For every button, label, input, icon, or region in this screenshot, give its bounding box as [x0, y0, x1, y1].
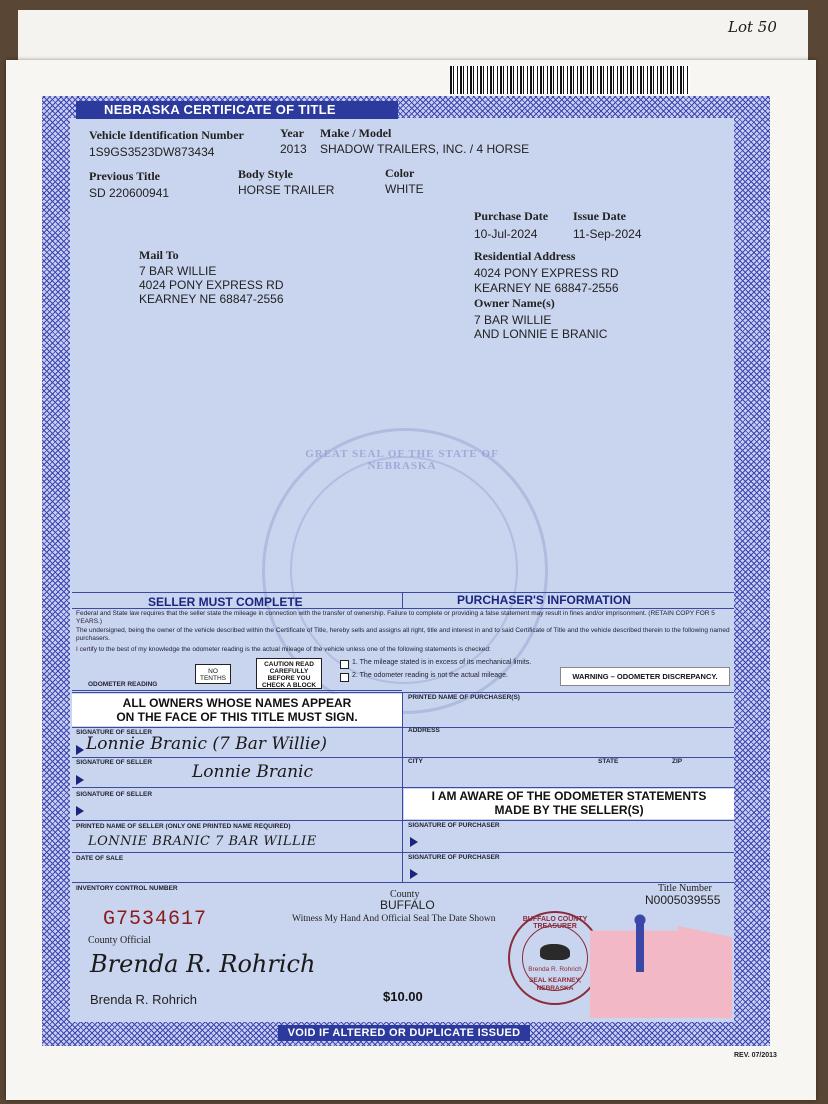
state-seal-text: GREAT SEAL OF THE STATE OF NEBRASKA — [305, 448, 499, 472]
make-model-value: SHADOW TRAILERS, INC. / 4 HORSE — [320, 142, 530, 156]
purchaser-signature-2-arrow — [410, 869, 418, 879]
make-model-label: Make / Model — [320, 126, 392, 140]
nebraska-map-watermark — [590, 926, 732, 1018]
certificate-title-bar: NEBRASKA CERTIFICATE OF TITLE — [76, 101, 398, 119]
previous-title-value: SD 220600941 — [89, 186, 170, 200]
title-number-value: N0005039555 — [645, 893, 721, 907]
purchase-date-label: Purchase Date — [474, 209, 549, 223]
no-tenths-text: NO TENTHS — [200, 668, 226, 682]
purchaser-signature-1-arrow — [410, 837, 418, 847]
seller-signature-2-arrow — [76, 775, 84, 785]
official-name: Brenda R. Rohrich — [90, 992, 197, 1007]
sower-figure-icon — [628, 914, 652, 1010]
owners-line2: AND LONNIE E BRANIC — [474, 327, 608, 341]
year-label: Year — [280, 126, 304, 140]
no-tenths-box — [195, 664, 231, 684]
residential-line1: 4024 PONY EXPRESS RD — [474, 266, 619, 280]
issue-date-value: 11-Sep-2024 — [573, 227, 642, 241]
inventory-label: INVENTORY CONTROL NUMBER — [76, 885, 178, 892]
purchaser-address-label: ADDRESS — [408, 727, 440, 734]
vin-value: 1S9GS3523DW873434 — [89, 145, 215, 159]
revision-label: REV. 07/2013 — [734, 1052, 777, 1059]
purchaser-printed-name-label: PRINTED NAME OF PURCHASER(S) — [408, 694, 520, 701]
void-notice: VOID IF ALTERED OR DUPLICATE ISSUED — [278, 1025, 530, 1041]
official-signature: Brenda R. Rohrich — [90, 950, 316, 978]
seller-signature-3-arrow — [76, 806, 84, 816]
residential-line2: KEARNEY NE 68847-2556 — [474, 281, 619, 295]
seller-signature-1-arrow — [76, 745, 84, 755]
county-value: BUFFALO — [380, 898, 435, 912]
statement-2-text: 2. The odometer reading is not the actual mileage. — [352, 672, 508, 679]
witness-text: Witness My Hand And Official Seal The Date Shown — [292, 914, 496, 924]
county-label: County — [390, 889, 420, 900]
seller-legal-2: The undersigned, being the owner of the vehicle described within the Certificate of Title, hereby sells and assigns all right, title and interest in and to said Certificate of Title and the vehicle described therein to the following named purchasers. — [76, 627, 730, 642]
inventory-value: G7534617 — [103, 908, 208, 931]
seller-signature-1-label: SIGNATURE OF SELLER — [76, 729, 153, 736]
purchaser-city-label: CITY — [408, 758, 423, 765]
treasurer-seal-ring-text: BUFFALO COUNTY TREASURER — [522, 916, 588, 930]
treasurer-seal-bottom-text: SEAL KEARNEY, NEBRASKA — [529, 977, 581, 992]
buffalo-icon — [540, 944, 570, 960]
aware-line1: I AM AWARE OF THE ODOMETER STATEMENTS — [431, 789, 707, 803]
title-number-label: Title Number — [658, 883, 712, 894]
purchaser-signature-2-label: SIGNATURE OF PURCHASER — [408, 854, 500, 861]
mail-to-line2: 4024 PONY EXPRESS RD — [139, 278, 284, 292]
color-label: Color — [385, 166, 415, 180]
county-official-label: County Official — [88, 935, 151, 946]
mail-to-line3: KEARNEY NE 68847-2556 — [139, 292, 284, 306]
statement-2-checkbox[interactable] — [340, 673, 349, 682]
purchaser-state-label: STATE — [598, 758, 619, 765]
purchaser-heading: PURCHASER'S INFORMATION — [457, 593, 631, 607]
purchaser-signature-1-label: SIGNATURE OF PURCHASER — [408, 822, 500, 829]
seller-signature-2[interactable]: Lonnie Branic — [192, 762, 313, 782]
seller-signature-2-label: SIGNATURE OF SELLER — [76, 759, 153, 766]
statement-1-checkbox[interactable] — [340, 660, 349, 669]
all-owners-line1: ALL OWNERS WHOSE NAMES APPEAR — [122, 696, 352, 710]
seller-printed-name-value[interactable]: LONNIE BRANIC 7 BAR WILLIE — [88, 834, 317, 849]
caution-box — [256, 658, 322, 689]
vin-label: Vehicle Identification Number — [89, 128, 244, 142]
caution-text: CAUTION READ CAREFULLY BEFORE YOU CHECK A BLOCK — [261, 661, 317, 689]
date-of-sale-label: DATE OF SALE — [76, 855, 124, 862]
seller-legal-1: Federal and State law requires that the seller state the mileage in connection with the transfer of ownership. Failure to complete or providing a false statement may result in fines and/or imprisonment. (RETAIN COPY FOR 5 YEARS.) — [76, 610, 715, 625]
residential-label: Residential Address — [474, 249, 576, 263]
seller-printed-name-label: PRINTED NAME OF SELLER (ONLY ONE PRINTED NAME REQUIRED) — [76, 823, 291, 830]
odometer-label: ODOMETER READING — [88, 681, 158, 688]
year-value: 2013 — [280, 142, 307, 156]
aware-line2: MADE BY THE SELLER(S) — [494, 803, 644, 817]
purchase-date-value: 10-Jul-2024 — [474, 227, 538, 241]
warning-text: WARNING – ODOMETER DISCREPANCY. — [572, 672, 718, 681]
all-owners-line2: ON THE FACE OF THIS TITLE MUST SIGN. — [116, 710, 358, 724]
treasurer-seal-center-text: Brenda R. Rohrich — [528, 966, 582, 973]
corner-note: Lot 50 — [728, 18, 777, 36]
body-style-label: Body Style — [238, 167, 294, 181]
warning-box — [560, 667, 730, 686]
seller-heading: SELLER MUST COMPLETE — [148, 595, 303, 609]
owners-label: Owner Name(s) — [474, 296, 555, 310]
previous-title-label: Previous Title — [89, 169, 161, 183]
statement-1-text: 1. The mileage stated is in excess of its mechanical limits. — [352, 659, 532, 666]
barcode — [450, 66, 690, 94]
seller-signature-1[interactable]: Lonnie Branic (7 Bar Willie) — [86, 734, 328, 754]
fee-value: $10.00 — [383, 989, 423, 1004]
mail-to-label: Mail To — [139, 248, 179, 262]
seller-signature-3-label: SIGNATURE OF SELLER — [76, 791, 153, 798]
color-value: WHITE — [385, 182, 424, 196]
mail-to-line1: 7 BAR WILLIE — [139, 264, 217, 278]
owners-line1: 7 BAR WILLIE — [474, 313, 552, 327]
seller-legal-3: I certify to the best of my knowledge the odometer reading is the actual mileage of the vehicle unless one of the following statements is checked: — [76, 646, 491, 653]
body-style-value: HORSE TRAILER — [238, 183, 335, 197]
purchaser-zip-label: ZIP — [672, 758, 683, 765]
issue-date-label: Issue Date — [573, 209, 626, 223]
